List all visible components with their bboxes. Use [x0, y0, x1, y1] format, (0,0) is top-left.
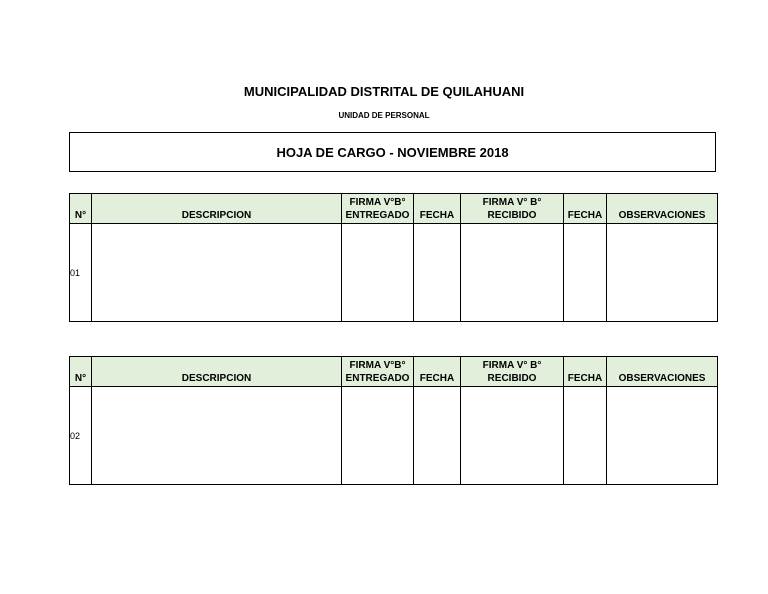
row-number: 02 [70, 387, 92, 485]
header-firma-recibido: FIRMA V° B° RECIBIDO [461, 194, 564, 224]
banner-box [69, 132, 716, 172]
header-descripcion: DESCRIPCION [92, 357, 342, 387]
row-number: 01 [70, 224, 92, 322]
cell-fecha-entregado[interactable] [414, 224, 461, 322]
header-firma-recibido: FIRMA V° B° RECIBIDO [461, 357, 564, 387]
cell-firma-entregado[interactable] [342, 387, 414, 485]
header-observaciones: OBSERVACIONES [607, 194, 718, 224]
header-fecha-entregado: FECHA [414, 194, 461, 224]
cell-descripcion[interactable] [92, 387, 342, 485]
banner-title: HOJA DE CARGO - NOVIEMBRE 2018 [276, 144, 509, 160]
header-observaciones: OBSERVACIONES [607, 357, 718, 387]
cell-fecha-entregado[interactable] [414, 387, 461, 485]
cargo-table-1 [69, 193, 718, 322]
table-row [70, 224, 718, 322]
cell-observaciones[interactable] [607, 387, 718, 485]
header-fecha-entregado: FECHA [414, 357, 461, 387]
header-num: N° [70, 194, 92, 224]
header-fecha-recibido: FECHA [564, 194, 607, 224]
cargo-table-2 [69, 356, 718, 485]
cell-fecha-recibido[interactable] [564, 387, 607, 485]
cell-firma-recibido[interactable] [461, 224, 564, 322]
header-fecha-recibido: FECHA [564, 357, 607, 387]
header-firma-entregado: FIRMA V°B° ENTREGADO [342, 194, 414, 224]
header-descripcion: DESCRIPCION [92, 194, 342, 224]
cell-firma-recibido[interactable] [461, 387, 564, 485]
header-num: N° [70, 357, 92, 387]
cell-observaciones[interactable] [607, 224, 718, 322]
cell-fecha-recibido[interactable] [564, 224, 607, 322]
header-firma-entregado: FIRMA V°B° ENTREGADO [342, 357, 414, 387]
document-title: MUNICIPALIDAD DISTRITAL DE QUILAHUANI [243, 84, 525, 99]
table-header-row [70, 357, 718, 387]
table-row [70, 387, 718, 485]
table-header-row [70, 194, 718, 224]
cell-firma-entregado[interactable] [342, 224, 414, 322]
cell-descripcion[interactable] [92, 224, 342, 322]
document-subtitle: UNIDAD DE PERSONAL [338, 111, 430, 120]
